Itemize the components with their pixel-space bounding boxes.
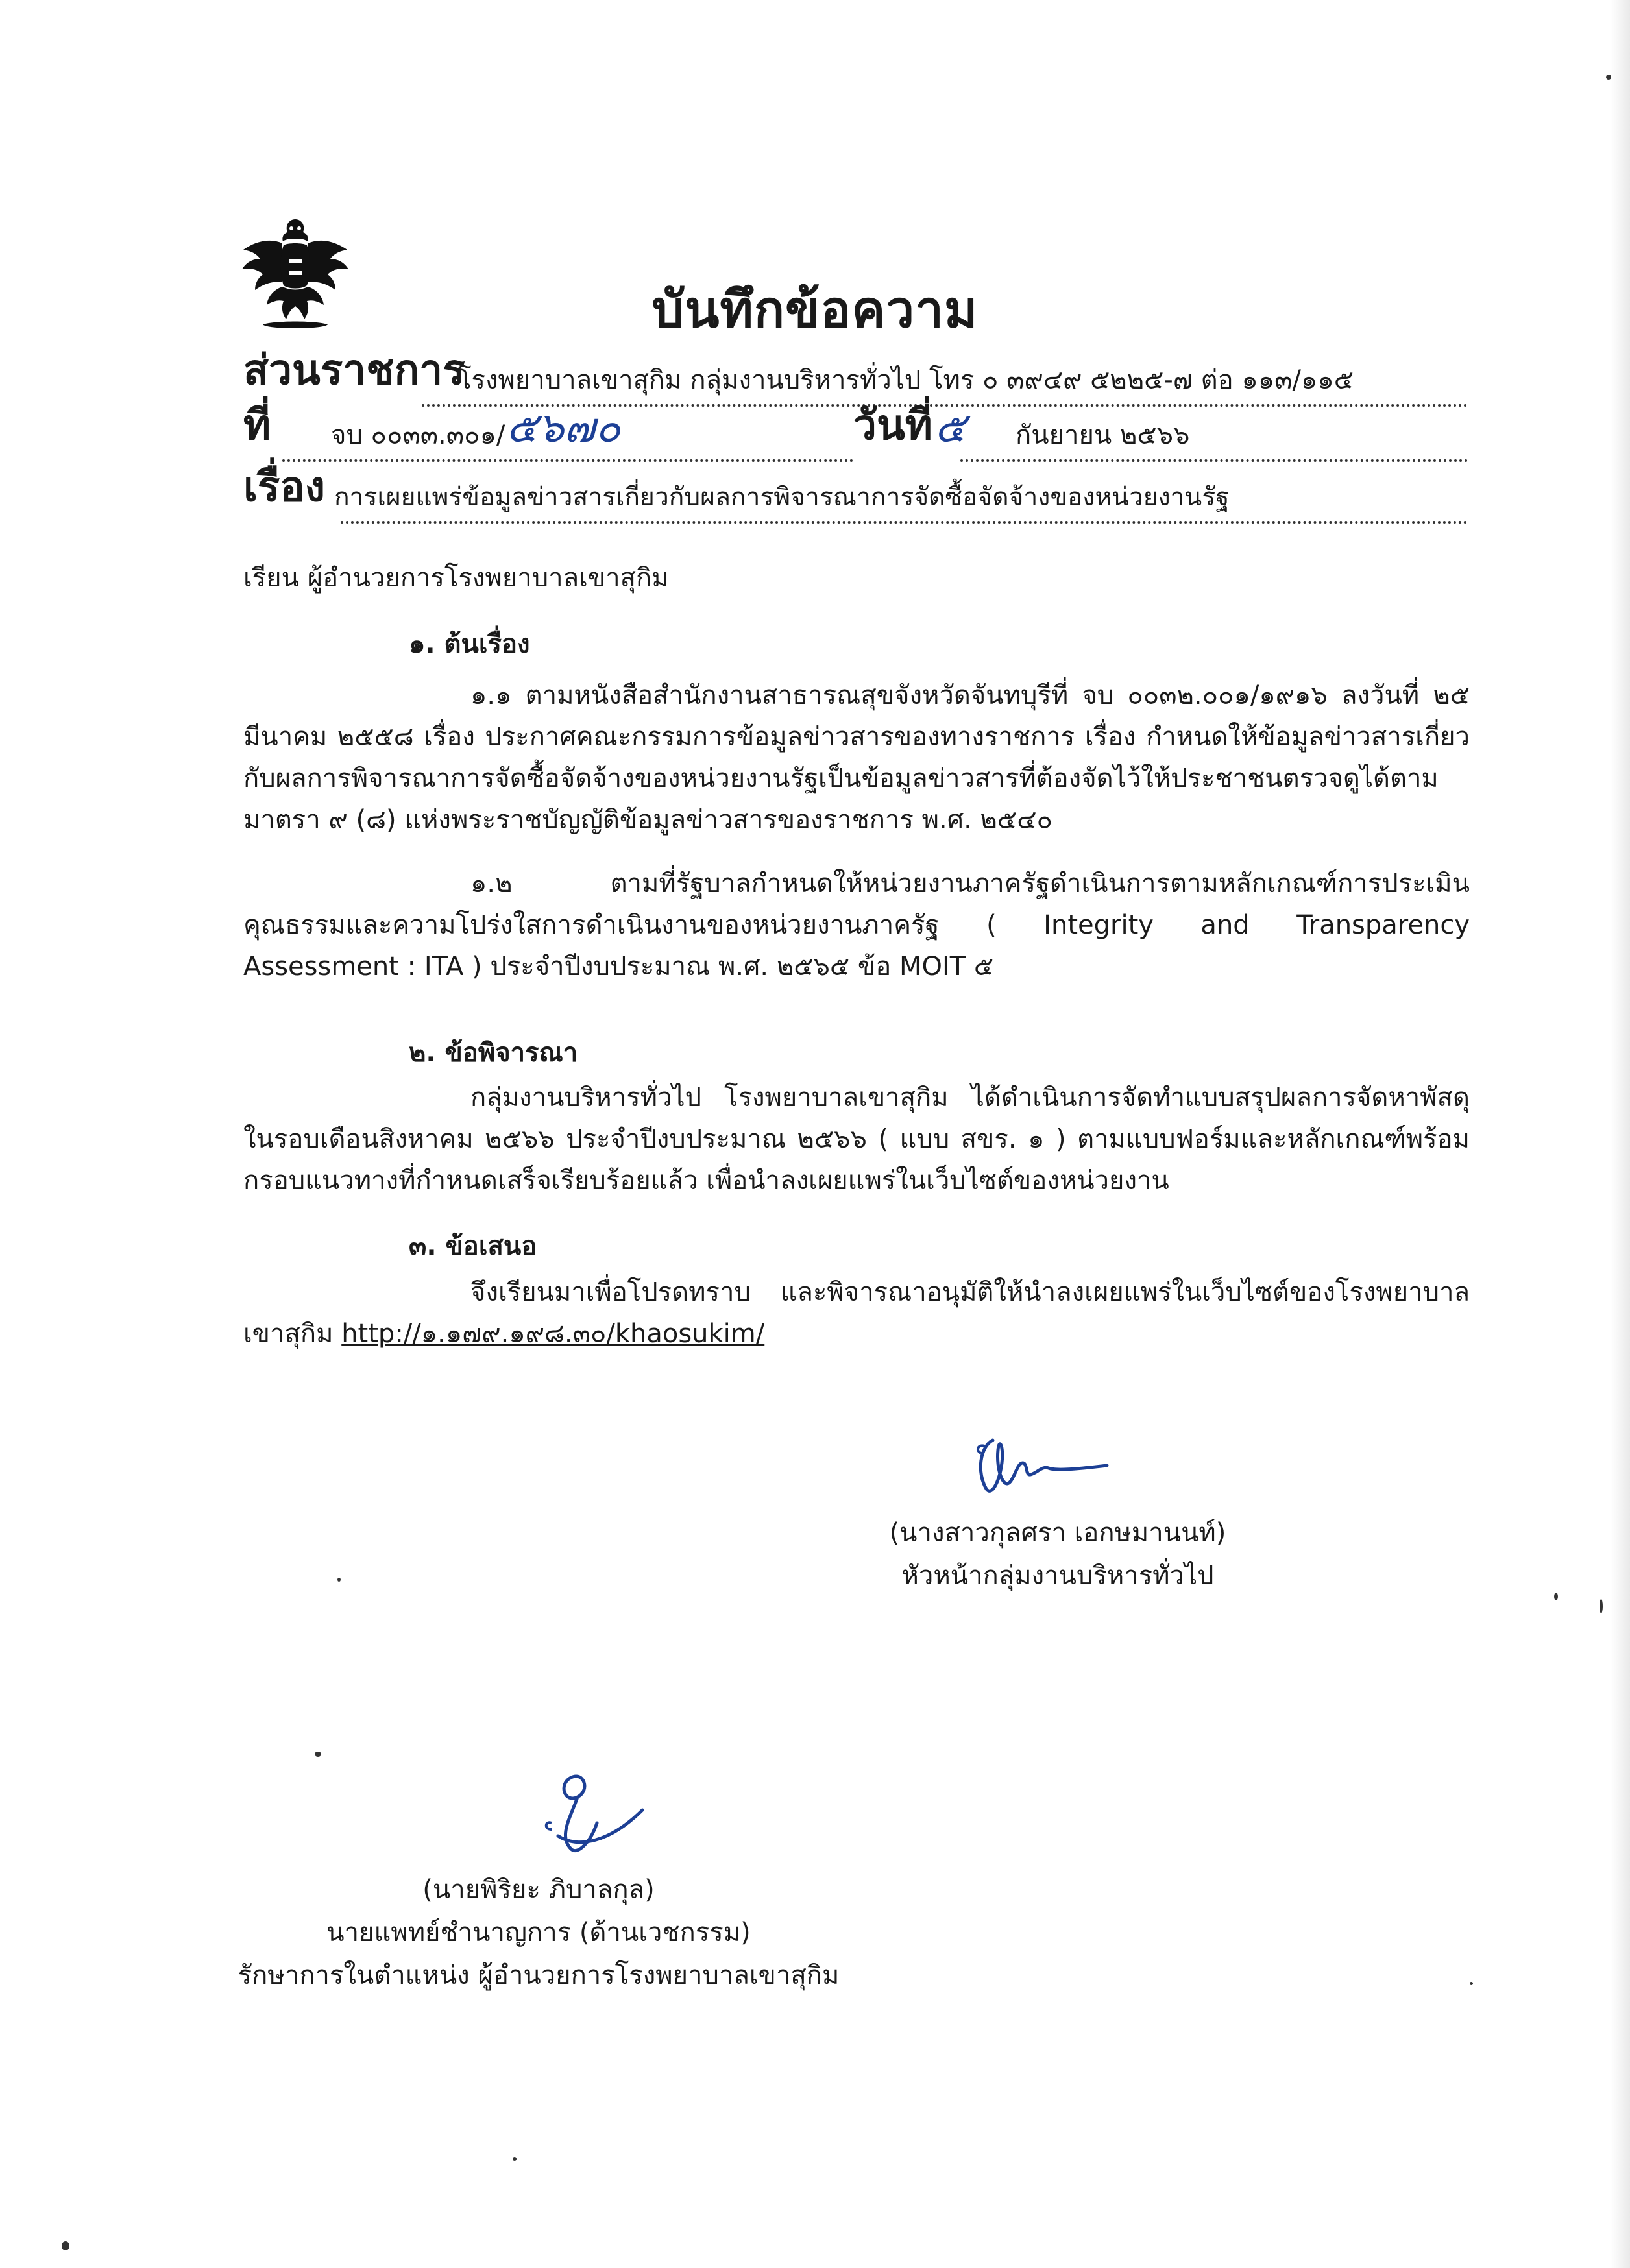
date-value: กันยายน ๒๕๖๖ [1016, 420, 1190, 450]
signature-2-mark [532, 1765, 649, 1868]
reference-date-row [243, 402, 1468, 467]
section-heading-consideration: ๒. ข้อพิจารณา [409, 1038, 578, 1068]
signer-1-position: หัวหน้ากลุ่มงานบริหารทั่วไป [901, 1561, 1214, 1591]
scan-speck [62, 2241, 69, 2250]
reference-label: ที่ [243, 402, 271, 450]
scan-speck [315, 1752, 321, 1757]
agency-value: โรงพยาบาลเขาสุกิม กลุ่มงานบริหารทั่วไป โทร ๐ ๓๙๔๙ ๕๒๒๕-๗ ต่อ ๑๑๓/๑๑๕ [457, 365, 1354, 395]
section-heading-proposal: ๓. ข้อเสนอ [409, 1231, 537, 1261]
subject-label: เรื่อง [243, 463, 325, 511]
paragraph-text: จึงเรียนมาเพื่อโปรดทราบ และพิจารณาอนุมัติให้นำลงเผยแพร่ในเว็บไซต์ของโรงพยาบาลเขาสุกิม [243, 1277, 1470, 1349]
scan-speck [1606, 75, 1611, 80]
subject-row [243, 463, 1468, 529]
signer-1-name: (นางสาวกุลศรา เอกษมานนท์) [889, 1518, 1226, 1548]
paragraph-text: ๑.๒ ตามที่รัฐบาลกำหนดให้หน่วยงานภาครัฐดำเนินการตามหลักเกณฑ์การประเมินคุณธรรมและความโปร่งใสการดำเนินงานของหน่วยงานภาครัฐ ( Integrity and Transparency Assessment : ITA ) ประจำปีงบประมาณ พ.ศ. ๒๕๖๕ ข้อ MOIT ๕ [243, 869, 1470, 982]
signer-2-position: นายแพทย์ชำนาญการ (ด้านเวชกรรม) [326, 1918, 751, 1948]
signer-2-block [214, 1868, 863, 1997]
signer-1-block [824, 1512, 1291, 1597]
date-day-handwritten: ๕ [934, 404, 966, 452]
paragraph-consideration [243, 1077, 1470, 1201]
subject-value: การเผยแพร่ข้อมูลข่าวสารเกี่ยวกับผลการพิจารณาการจัดซื้อจัดจ้างของหน่วยงานรัฐ [334, 483, 1230, 512]
agency-label: ส่วนราชการ [243, 346, 465, 394]
scan-speck [513, 2157, 517, 2161]
paragraph-background-2 [243, 863, 1470, 987]
signer-2-acting: รักษาการในตำแหน่ง ผู้อำนวยการโรงพยาบาลเขาสุกิม [237, 1960, 840, 1990]
scan-speck [1600, 1599, 1603, 1613]
section-heading-background: ๑. ต้นเรื่อง [409, 629, 530, 659]
website-link[interactable]: http://๑.๑๗๙.๑๙๘.๓๐/khaosukim/ [341, 1319, 765, 1349]
paragraph-text: กลุ่มงานบริหารทั่วไป โรงพยาบาลเขาสุกิม ได้ดำเนินการจัดทำแบบสรุปผลการจัดหาพัสดุในรอบเดือนสิงหาคม ๒๕๖๖ ประจำปีงบประมาณ ๒๕๖๖ ( แบบ สขร. ๑ ) ตามแบบฟอร์มและหลักเกณฑ์พร้อมกรอบแนวทางที่กำหนดเสร็จเรียบร้อยแล้ว เพื่อนำลงเผยแพร่ในเว็บไซต์ของหน่วยงาน [243, 1083, 1470, 1196]
document-title: บันทึกข้อความ [651, 281, 979, 339]
paragraph-background-1 [243, 675, 1470, 841]
scan-speck [1554, 1593, 1558, 1600]
signer-2-name: (นายพิริยะ ภิบาลกุล) [422, 1875, 655, 1905]
paragraph-proposal [243, 1272, 1470, 1355]
paragraph-text: ๑.๑ ตามหนังสือสำนักงานสาธารณสุขจังหวัดจันทบุรีที่ จบ ๐๐๓๒.๐๐๑/๑๙๑๖ ลงวันที่ ๒๕ มีนาคม ๒๕๕๘ เรื่อง ประกาศคณะกรรมการข้อมูลข่าวสารของทางราชการ เรื่อง กำหนดให้ข้อมูลข่าวสารเกี่ยวกับผลการพิจารณาการจัดซื้อจัดจ้างของหน่วยงานรัฐเป็นข้อมูลข่าวสารที่ต้องจัดไว้ให้ประชาชนตรวจดูได้ตามมาตรา ๙ (๘) แห่งพระราชบัญญัติข้อมูลข่าวสารของราชการ พ.ศ. ๒๕๔๐ [243, 681, 1470, 835]
salutation: เรียน ผู้อำนวยการโรงพยาบาลเขาสุกิม [243, 563, 669, 593]
reference-value: จบ ๐๐๓๓.๓๐๑/ [331, 420, 505, 450]
subject-dotted-line [341, 521, 1468, 524]
signature-1-mark [947, 1427, 1129, 1512]
scan-speck [1470, 1982, 1473, 1985]
date-dotted-line [960, 459, 1468, 462]
scan-speck [337, 1578, 341, 1582]
reference-number-handwritten: ๕๖๗๐ [506, 404, 621, 452]
date-label: วันที่ [853, 402, 932, 450]
